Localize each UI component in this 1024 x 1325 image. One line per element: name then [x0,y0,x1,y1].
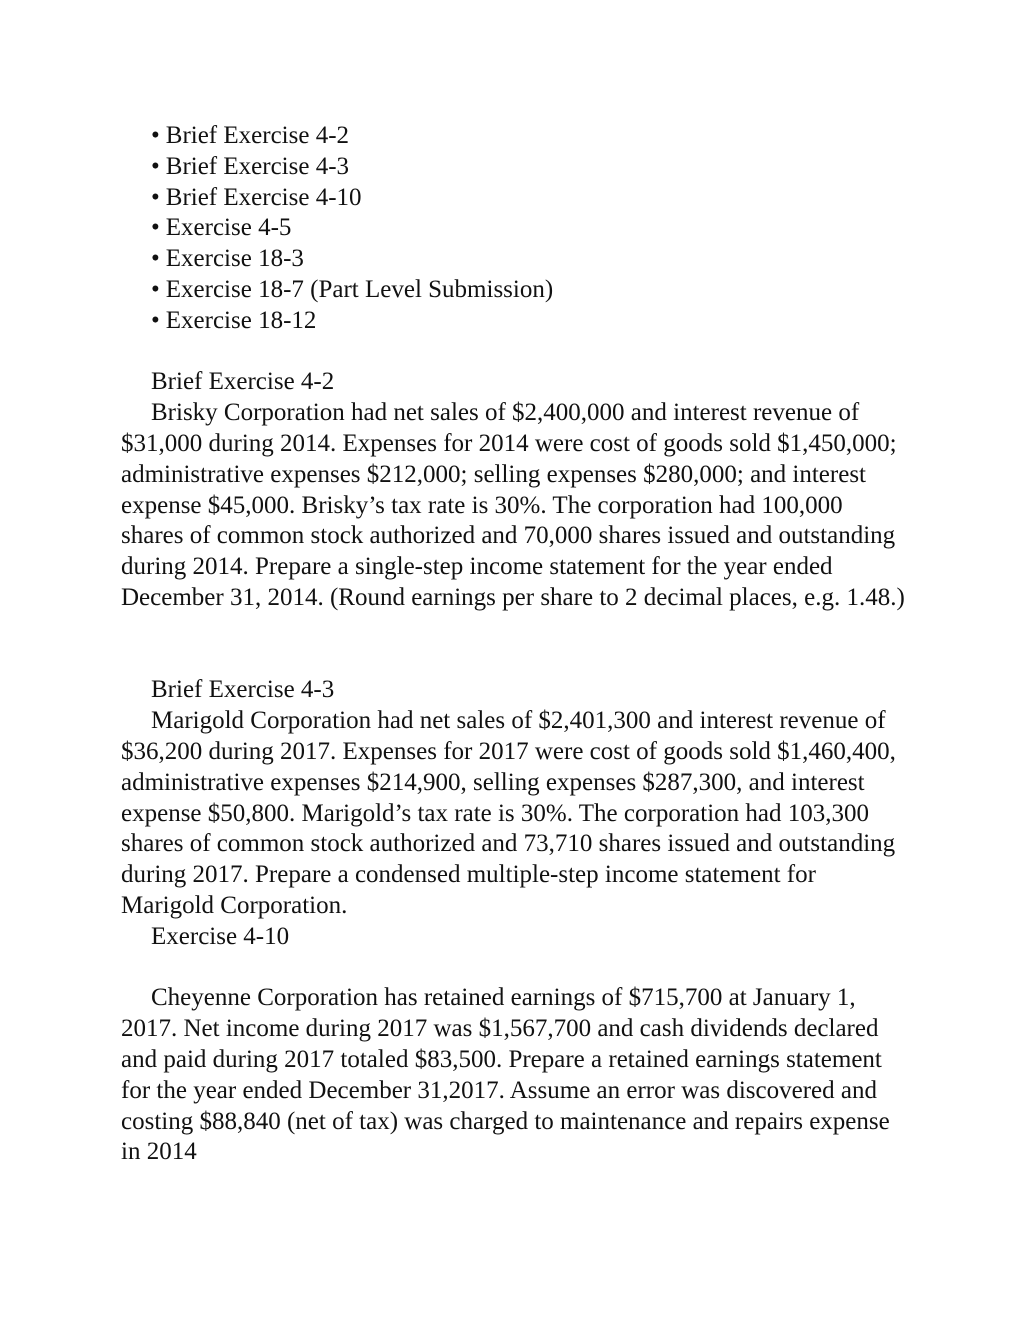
section-title: Exercise 4-10 [151,922,290,950]
list-item [121,213,921,244]
list-item-label: Exercise 18-12 [165,306,317,334]
blank-line [121,614,921,676]
bullet-icon: • [151,214,160,242]
list-item-label: Exercise 4-5 [165,214,292,242]
section-title: Brief Exercise 4-3 [151,676,335,704]
list-item [121,152,921,183]
section-title: Brief Exercise 4-2 [151,368,335,396]
section-exercise-4-10 [121,922,921,1168]
list-item [121,306,921,337]
blank-line [121,953,921,984]
bullet-icon: • [151,275,160,303]
bullet-icon: • [151,245,160,273]
list-item-label: Brief Exercise 4-3 [165,152,350,180]
list-item-label: Exercise 18-3 [165,245,304,273]
section-body: Cheyenne Corporation has retained earnings of $715,700 at January 1, 2017. Net income during 2017 was $1,567,700 and cash dividends declared and paid during 2017 totaled $83,500. Prepare a retained earnings statement for the year ended December 31,2017. Assume an error was discovered and costing $88,840 (net of tax) was charged to maintenance and repairs expense in 2014 [121,984,890,1166]
list-item [121,275,921,306]
section-brief-exercise-4-2 [121,367,921,613]
list-item [121,244,921,275]
list-item [121,121,921,152]
bullet-icon: • [151,183,160,211]
section-brief-exercise-4-3 [121,675,921,921]
assignment-list [121,121,921,337]
bullet-icon: • [151,306,160,334]
section-body: Brisky Corporation had net sales of $2,400,000 and interest revenue of $31,000 during 2014. Expenses for 2014 were cost of goods sold $1,450,000; administrative expenses $212,000; selling expenses $280,000; and interest expense $45,000. Brisky’s tax rate is 30%. The corporation had 100,000 shares of common stock authorized and 70,000 shares issued and outstanding during 2014. Prepare a single-step income statement for the year ended December 31, 2014. (Round earnings per share to 2 decimal places, e.g. 1.48.) [121,399,905,611]
blank-line [121,337,921,368]
bullet-icon: • [151,152,160,180]
bullet-icon: • [151,122,160,149]
list-item-label: Brief Exercise 4-2 [165,122,350,149]
list-item-label: Brief Exercise 4-10 [165,183,362,211]
document-page [121,121,921,1168]
list-item-label: Exercise 18-7 (Part Level Submission) [165,275,554,303]
section-body: Marigold Corporation had net sales of $2,401,300 and interest revenue of $36,200 during 2017. Expenses for 2017 were cost of goods sold $1,460,400, administrative expenses $214,900, selling expenses $287,300, and interest expense $50,800. Marigold’s tax rate is 30%. The corporation had 103,300 shares of common stock authorized and 73,710 shares issued and outstanding during 2017. Prepare a condensed multiple-step income statement for Marigold Corporation. [121,707,896,919]
list-item [121,183,921,214]
